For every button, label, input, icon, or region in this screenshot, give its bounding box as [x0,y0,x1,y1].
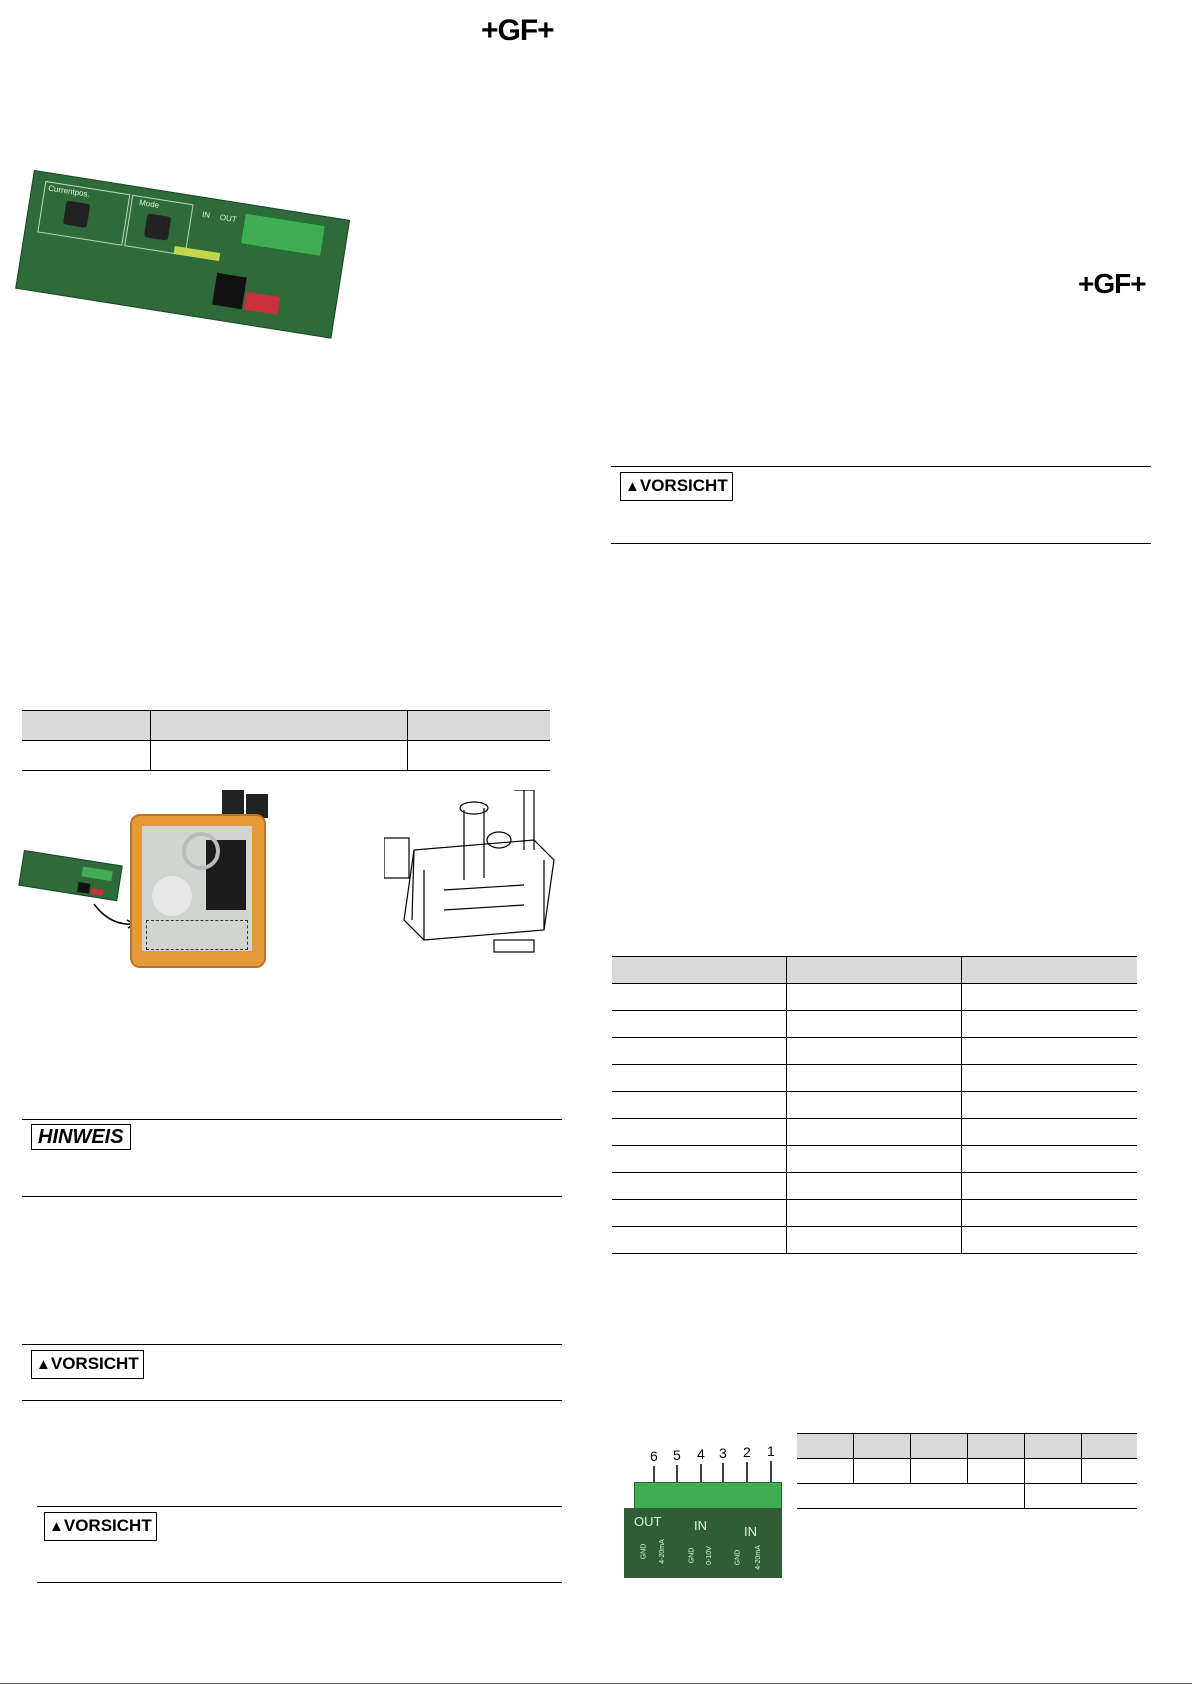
terminal-label-ma-1: 4-20mA [658,1539,666,1564]
actuator-housing-photo [130,790,265,965]
rotary-switch-icon [144,213,171,240]
terminal-block-icon [634,1482,782,1510]
pin-number-1: 1 [767,1443,775,1459]
pin-number-4: 4 [697,1446,705,1462]
left-table [22,711,550,771]
right-table [612,957,1137,1254]
pcb-label-currentpos: Currentpos. [47,183,91,199]
rj45-connector-icon [212,273,247,309]
terminal-pcb [624,1508,782,1578]
vorsicht-label-3: VORSICHT [639,476,728,495]
vorsicht-label-2: VORSICHT [63,1516,152,1535]
terminal-label-gnd-2: GND [688,1547,696,1564]
terminal-label-gnd-3: GND [734,1549,742,1566]
hinweis-top-rule [22,1119,562,1120]
pin-number-5: 5 [673,1447,681,1463]
terminal-photo [622,1440,782,1580]
terminal-label-in-right: IN [744,1524,757,1539]
vorsicht-1-bottom-rule [22,1400,562,1401]
pcb-photo-top [30,170,360,340]
gf-logo-right: +GF+ [1078,268,1146,299]
pcb-label-mode: Mode [138,197,160,210]
led-row-icon [174,246,221,261]
pin-number-2: 2 [743,1444,751,1460]
hinweis-bottom-rule [22,1196,562,1197]
left-table-top-rule [22,710,550,711]
vorsicht-badge-1 [31,1350,144,1379]
terminal-label-gnd-1: GND [640,1543,648,1560]
gf-logo-top: +GF+ [481,14,554,47]
vorsicht-3-top-rule [611,466,1151,467]
terminal-label-out: OUT [634,1514,662,1529]
vorsicht-1-top-rule [22,1344,562,1345]
rotary-switch-icon [63,200,90,227]
terminal-block-icon [240,213,326,257]
pcb-label-out: OUT [219,212,238,225]
pinout-table [797,1434,1137,1509]
terminal-label-in-left: IN [694,1518,707,1533]
footer-rule [0,1683,1192,1684]
warning-triangle-icon: ▲ [36,1356,51,1373]
warning-triangle-icon: ▲ [49,1518,64,1535]
vorsicht-badge-3 [620,472,733,501]
actuator-drawing [384,790,559,970]
warning-triangle-icon: ▲ [625,478,640,495]
red-connector-icon [244,292,280,315]
vorsicht-badge-2 [44,1512,157,1541]
vorsicht-3-bottom-rule [611,543,1151,544]
pcb-label-in: IN [201,209,211,221]
terminal-label-ma-2: 4-20mA [754,1545,762,1570]
vorsicht-2-top-rule [37,1506,562,1507]
vorsicht-2-bottom-rule [37,1582,562,1583]
hinweis-badge: HINWEIS [31,1124,131,1150]
pcb-photo-small [22,850,126,890]
vorsicht-label-1: VORSICHT [50,1354,139,1373]
pin-number-6: 6 [650,1448,658,1464]
pinout-table-top-rule [797,1433,1137,1434]
pin-number-3: 3 [719,1445,727,1461]
terminal-label-v: 0-10V [705,1546,713,1565]
